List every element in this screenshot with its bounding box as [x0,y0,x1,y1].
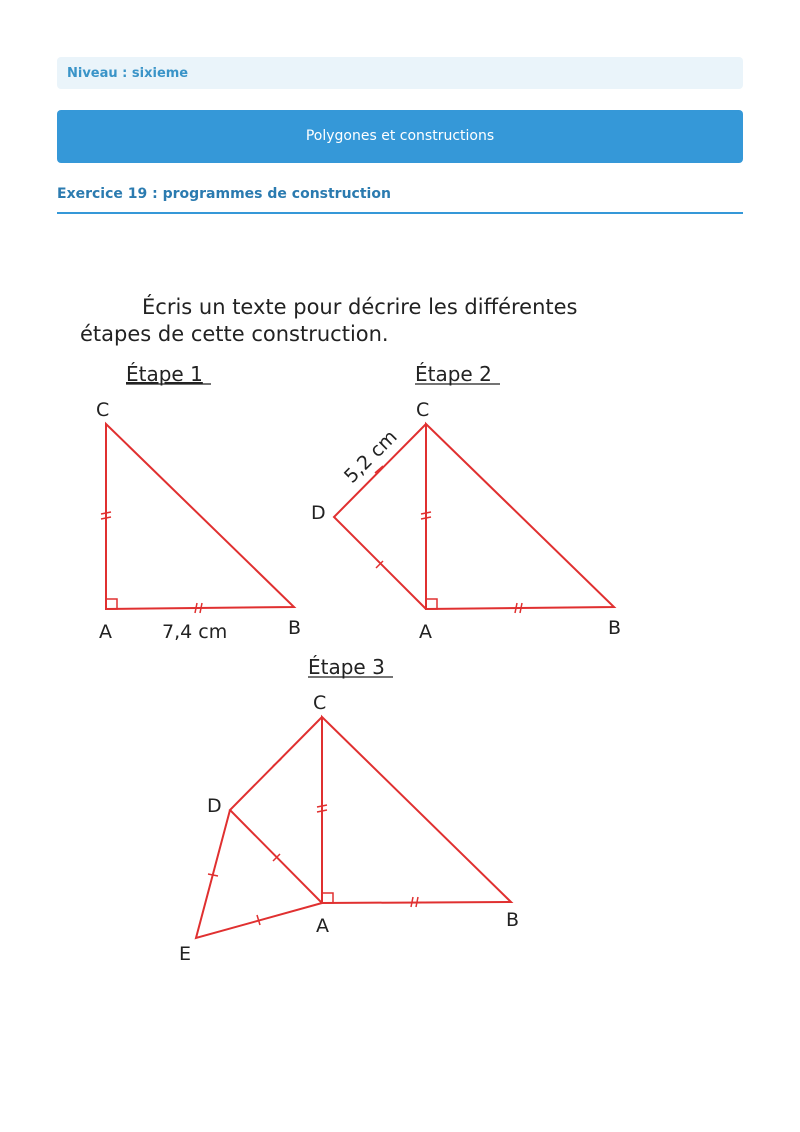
exercise-title: Exercice 19 : programmes de construction [57,186,391,202]
step3-title: Étape 3 [308,655,385,679]
instruction-line-2: étapes de cette construction. [80,322,389,346]
step1-triangle [101,424,294,613]
label-b: B [288,617,302,639]
tick-mark [416,897,418,907]
length-ab-label: 7,4 cm [162,621,228,643]
label-d: D [207,795,222,817]
instruction-line-1: Écris un texte pour décrire les différentes [142,295,578,319]
label-c: C [96,399,110,421]
label-b: B [608,617,622,639]
triangle-acd-step3 [230,717,322,903]
right-angle-mark [322,893,333,903]
tick-mark [421,512,431,514]
label-c: C [313,692,327,714]
triangle-abc-step1 [106,424,294,609]
tick-mark [195,603,197,613]
triangle-ade-step3 [196,810,322,938]
chapter-title: Polygones et constructions [305,128,495,144]
label-b: B [506,909,520,931]
tick-mark [208,874,218,876]
right-angle-mark [426,599,437,609]
triangle-abc-step3 [322,717,511,903]
length-cd-label: 5,2 cm [339,425,402,488]
step2-title: Étape 2 [415,362,492,386]
right-angle-mark [106,599,117,609]
tick-mark [273,759,281,766]
tick-mark [411,897,413,907]
label-d: D [311,502,326,524]
label-a: A [316,915,329,937]
step3-figure [196,717,511,938]
tick-mark [520,603,522,613]
tick-mark [317,805,327,807]
triangle-abc-step2 [426,424,614,609]
label-a: A [99,621,112,643]
tick-mark [101,512,111,514]
tick-mark [317,810,327,812]
label-e: E [179,943,192,965]
step1-title: Étape 1 [126,362,203,386]
tick-mark [101,517,111,519]
level-label: Niveau : sixieme [67,66,189,81]
tick-mark [421,517,431,519]
tick-mark [515,603,517,613]
tick-mark [200,603,202,613]
label-a: A [419,621,432,643]
label-c: C [416,399,430,421]
